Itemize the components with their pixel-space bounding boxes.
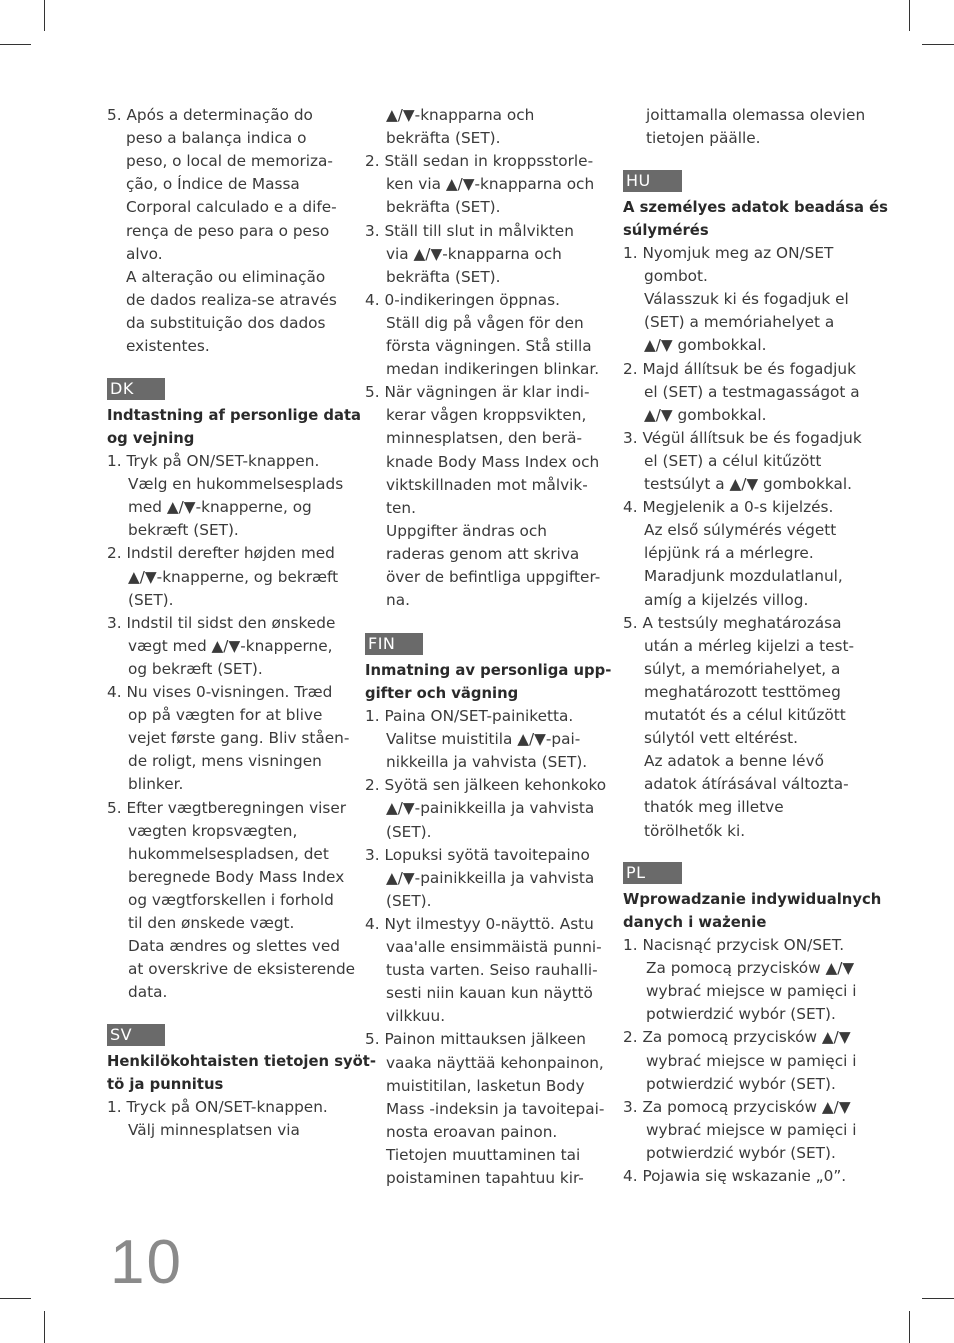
crop-mark xyxy=(44,0,45,31)
text-line: de roligt, mens visningen xyxy=(128,752,322,771)
crop-mark xyxy=(909,0,910,31)
text-line: rença de peso para o peso xyxy=(126,221,330,240)
crop-mark xyxy=(0,44,31,45)
crop-mark xyxy=(922,44,954,45)
text-line: Vælg en hukommelsesplads xyxy=(128,475,344,494)
text-line: bekräfta (SET). xyxy=(386,198,501,217)
text-line: wybrać miejsce w pamięci i xyxy=(646,1051,857,1070)
crop-mark xyxy=(909,1311,910,1343)
text-line: op på vægten for at blive xyxy=(128,706,323,725)
text-line: 4. 0-indikeringen öppnas. xyxy=(365,290,560,309)
text-line: Valitse muistitila ▲/▼-pai- xyxy=(386,730,581,749)
text-line: 2. Ställ sedan in kroppsstorle- xyxy=(365,152,594,171)
text-line: data. xyxy=(128,983,168,1002)
text-line: Mass -indeksin ja tavoitepai- xyxy=(386,1099,605,1118)
text-line: peso, o local de memoriza- xyxy=(126,152,333,171)
text-line: vilkkuu. xyxy=(386,1007,446,1026)
page-number: 10 xyxy=(110,1228,183,1297)
text-line: súlytól vett eltérést. xyxy=(644,729,799,748)
section-tag-dk: DK xyxy=(107,378,165,400)
text-line: ▲/▼-painikkeilla ja vahvista xyxy=(386,868,595,887)
text-line: 4. Megjelenik a 0-s kijelzés. xyxy=(623,498,834,517)
text-line: til den ønskede vægt. xyxy=(128,914,295,932)
text-line: el (SET) a testmagasságot a xyxy=(644,382,860,401)
text-line: tietojen päälle. xyxy=(646,129,761,148)
text-line: 4. Nyt ilmestyy 0-näyttö. Astu xyxy=(365,914,594,933)
text-line: ken via ▲/▼-knapparna och xyxy=(386,175,595,194)
text-line: ▲/▼-painikkeilla ja vahvista xyxy=(386,799,595,818)
text-line: 3. Indstil til sidst den ønskede xyxy=(107,613,336,632)
text-line: 2. Syötä sen jälkeen kehonkoko xyxy=(365,776,607,795)
text-line: 5. A testsúly meghatározása xyxy=(623,613,842,632)
text-line: med ▲/▼-knapperne, og xyxy=(128,498,312,517)
text-line: tusta varten. Seiso rauhalli- xyxy=(386,961,598,980)
text-line: viktskillnaden mot målvik- xyxy=(386,475,588,494)
crop-mark xyxy=(44,1311,45,1343)
text-line: peso a balança indica o xyxy=(126,129,307,148)
text-line: vægt med ▲/▼-knapperne, xyxy=(128,636,333,655)
text-line: vaaka näyttää kehonpainon, xyxy=(386,1053,604,1072)
text-line: gombot. xyxy=(644,267,708,286)
text-line: vægten kropsvægten, xyxy=(128,821,298,840)
heading-line: og vejning xyxy=(107,430,195,448)
text-line: 2. Za pomocą przycisków ▲/▼ xyxy=(623,1028,851,1047)
text-line: vejet første gang. Bliv ståen- xyxy=(128,729,350,748)
crop-mark xyxy=(0,1298,31,1299)
text-line: Tietojen muuttaminen tai xyxy=(386,1145,581,1164)
text-line: (SET). xyxy=(386,891,432,910)
text-line: meghatározott testtömeg xyxy=(644,682,841,701)
text-line: (SET). xyxy=(386,822,432,841)
text-line: 1. Nyomjuk meg az ON/SET xyxy=(623,244,834,262)
text-line: wybrać miejsce w pamięci i xyxy=(646,1120,857,1139)
heading-line: tö ja punnitus xyxy=(107,1076,224,1094)
text-line: de dados realiza-se através xyxy=(126,290,337,309)
heading-line: Indtastning af personlige data xyxy=(107,407,362,424)
text-line: adatok átírásával változta- xyxy=(644,775,849,794)
text-line: Data ændres og slettes ved xyxy=(128,937,340,956)
text-line: ▲/▼-knapparna och xyxy=(386,106,535,124)
text-line: og bekræft (SET). xyxy=(128,659,263,678)
text-line: bekræft (SET). xyxy=(128,521,239,540)
text-line: 1. Paina ON/SET-painiketta. xyxy=(365,707,574,725)
text-line: ▲/▼-knapperne, og bekræft xyxy=(128,567,339,586)
text-line: bekräfta (SET). xyxy=(386,129,501,148)
heading-line: Henkilökohtaisten tietojen syöt- xyxy=(107,1053,377,1070)
text-line: 2. Indstil derefter højden med xyxy=(107,544,335,563)
section-tag-hu: HU xyxy=(623,170,682,192)
text-line: (SET) a memóriahelyet a xyxy=(644,313,835,332)
text-line: nosta eroavan painon. xyxy=(386,1122,558,1141)
text-line: Válasszuk ki és fogadjuk el xyxy=(644,290,849,309)
crop-mark xyxy=(922,1298,954,1299)
heading-line: súlymérés xyxy=(623,222,709,240)
text-line: Az első súlymérés végett xyxy=(644,521,837,540)
text-line: raderas genom att skriva xyxy=(386,544,580,563)
text-line: första vägningen. Stå stilla xyxy=(386,337,592,355)
text-line: amíg a kijelzés villog. xyxy=(644,590,809,609)
text-line: Uppgifter ändras och xyxy=(386,521,547,540)
text-line: da substituição dos dados xyxy=(126,313,326,332)
text-line: knade Body Mass Index och xyxy=(386,452,600,471)
text-line: poistaminen tapahtuu kir- xyxy=(386,1169,584,1187)
text-line: ção, o Índice de Massa xyxy=(126,175,300,194)
text-line: A alteração ou eliminação xyxy=(126,267,326,286)
text-line: ten. xyxy=(386,498,416,517)
text-line: potwierdzić wybór (SET). xyxy=(646,1005,836,1024)
text-line: kerar vågen kroppsvikten, xyxy=(386,406,587,425)
text-line: lépjünk rá a mérlegre. xyxy=(644,544,814,563)
text-line: súlyt, a memóriahelyet, a xyxy=(644,659,841,678)
text-line: 5. När vägningen är klar indi- xyxy=(365,383,590,402)
text-line: sesti niin kauan kun näyttö xyxy=(386,984,593,1003)
text-line: 4. Pojawia się wskazanie „0”. xyxy=(623,1167,847,1185)
text-line: törölhetők ki. xyxy=(644,821,746,840)
heading-line: Inmatning av personliga upp- xyxy=(365,662,612,679)
text-line: minnesplatsen, den berä- xyxy=(386,429,583,448)
text-line: beregnede Body Mass Index xyxy=(128,867,345,886)
text-line: potwierdzić wybór (SET). xyxy=(646,1143,836,1162)
text-line: 1. Tryck på ON/SET-knappen. xyxy=(107,1098,328,1116)
text-line: at overskrive de eksisterende xyxy=(128,960,356,979)
text-line: og vægtforskellen i forhold xyxy=(128,890,334,909)
text-line: Välj minnesplatsen via xyxy=(128,1121,300,1140)
text-line: 5. Após a determinação do xyxy=(107,106,313,124)
text-line: potwierdzić wybór (SET). xyxy=(646,1074,836,1093)
text-line: muistitilan, lasketun Body xyxy=(386,1076,585,1095)
text-line: Az adatok a benne lévő xyxy=(644,752,824,771)
text-line: wybrać miejsce w pamięci i xyxy=(646,982,857,1001)
text-line: Corporal calculado e a dife- xyxy=(126,198,337,217)
text-line: 5. Efter vægtberegningen viser xyxy=(107,798,347,817)
section-tag-pl: PL xyxy=(623,862,682,884)
text-line: via ▲/▼-knapparna och xyxy=(386,244,562,263)
text-line: 3. Ställ till slut in målvikten xyxy=(365,221,574,240)
section-tag-sv: SV xyxy=(107,1024,165,1046)
text-line: 3. Lopuksi syötä tavoitepaino xyxy=(365,845,590,864)
text-line: blinker. xyxy=(128,775,184,794)
text-line: vaa'alle ensimmäistä punni- xyxy=(386,938,602,956)
text-line: 3. Za pomocą przycisków ▲/▼ xyxy=(623,1097,851,1116)
heading-line: A személyes adatok beadása és xyxy=(623,199,888,216)
text-line: ▲/▼ gombokkal. xyxy=(644,336,767,355)
text-line: thatók meg illetve xyxy=(644,798,784,817)
heading-line: danych i ważenie xyxy=(623,914,767,932)
text-line: 3. Végül állítsuk be és fogadjuk xyxy=(623,428,862,447)
text-line: alvo. xyxy=(126,244,163,263)
text-line: över de befintliga uppgifter- xyxy=(386,568,601,586)
text-line: existentes. xyxy=(126,337,210,355)
text-line: hukommelsespladsen, det xyxy=(128,844,329,863)
text-line: (SET). xyxy=(128,590,174,609)
text-line: Za pomocą przycisków ▲/▼ xyxy=(646,959,855,978)
text-line: 2. Majd állítsuk be és fogadjuk xyxy=(623,359,856,378)
text-line: 5. Painon mittauksen jälkeen xyxy=(365,1030,586,1049)
text-line: 4. Nu vises 0-visningen. Træd xyxy=(107,683,333,701)
text-line: Ställ dig på vågen för den xyxy=(386,313,584,332)
text-line: nikkeilla ja vahvista (SET). xyxy=(386,753,588,772)
text-line: ▲/▼ gombokkal. xyxy=(644,405,767,424)
text-line: 1. Tryk på ON/SET-knappen. xyxy=(107,452,320,470)
text-line: 1. Nacisnąć przycisk ON/SET. xyxy=(623,936,845,954)
text-line: mutatót és a célul kitűzött xyxy=(644,706,846,724)
heading-line: Wprowadzanie indywidualnych xyxy=(623,891,882,908)
text-line: medan indikeringen blinkar. xyxy=(386,360,600,379)
text-line: bekräfta (SET). xyxy=(386,267,501,286)
heading-line: gifter och vägning xyxy=(365,685,519,703)
text-line: testsúlyt a ▲/▼ gombokkal. xyxy=(644,475,852,493)
section-tag-fin: FIN xyxy=(365,633,423,655)
text-line: Maradjunk mozdulatlanul, xyxy=(644,567,843,586)
text-line: el (SET) a célul kitűzött xyxy=(644,451,822,470)
text-line: na. xyxy=(386,591,410,610)
text-line: joittamalla olemassa olevien xyxy=(646,106,866,124)
text-line: után a mérleg kijelzi a test- xyxy=(644,636,854,655)
